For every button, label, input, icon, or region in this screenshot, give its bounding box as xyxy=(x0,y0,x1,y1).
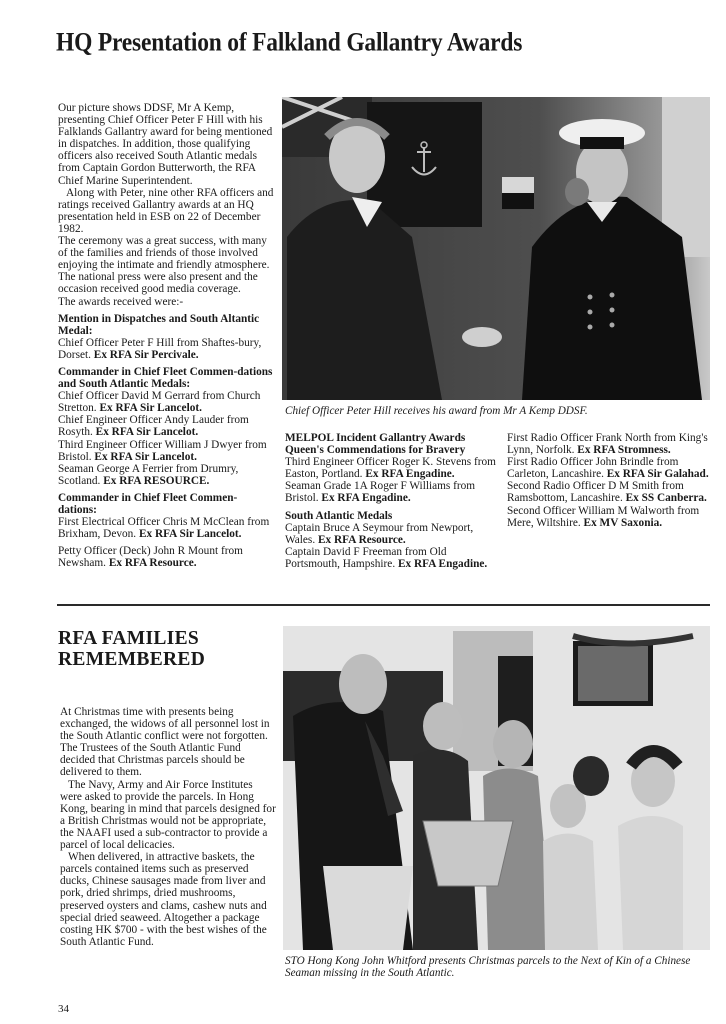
award-presentation-photo xyxy=(282,97,710,400)
intro-paragraph: Our picture shows DDSF, Mr A Kemp, presenting Chief Officer Peter F Hill with his Falklands Gallantry award for being mentioned in dispatches. In addition, those qualifying officers also received South Atlantic medals from Captain Gordon Butterworth, the RFA Chief Marine Superintendent. xyxy=(58,102,273,187)
article2-title xyxy=(58,628,205,670)
award-entry: First Radio Officer Frank North from King's Lynn, Norfolk. Ex RFA Stromness. xyxy=(507,432,708,457)
award-entry: Second Officer William M Walworth from Mere, Wiltshire. Ex MV Saxonia. xyxy=(507,504,700,529)
intro-paragraph: Along with Peter, nine other RFA officers and ratings received Gallantry awards at an HQ presentation held in ESB on 22 of December 1982. xyxy=(58,186,274,235)
article2-title-line: REMEMBERED xyxy=(58,649,206,670)
photo-caption xyxy=(285,955,726,979)
photo-caption-line: STO Hong Kong John Whitford presents Christmas parcels to the Next of Kin of a Chinese xyxy=(285,955,691,967)
award-entry: First Electrical Officer Chris M McClean from Brixham, Devon. Ex RFA Sir Lancelot. xyxy=(58,516,270,541)
body-paragraph: At Christmas time with presents being exchanged, the widows of all personnel lost in the South Atlantic conflict were not forgotten. The Trustees of the South Atlantic Fund decided that Christmas parcels should be delivered to them. xyxy=(60,706,270,779)
award-entry: Chief Officer Peter F Hill from Shaftes-bury, Dorset. Ex RFA Sir Percivale. xyxy=(58,336,262,361)
award-entry: Third Engineer Officer William J Dwyer from Bristol. Ex RFA Sir Lancelot. xyxy=(58,438,267,463)
section-divider xyxy=(57,604,710,606)
award-entry: Seaman George A Ferrier from Drumry, Scotland. Ex RFA RESOURCE. xyxy=(58,462,239,487)
body-paragraph: The Navy, Army and Air Force Institutes were asked to provide the parcels. In Hong Kong, bearing in mind that parcels designed for a British Christmas would not be appropriate, the NAAFI used a sub-contractor to provide a parcel of local delicacies. xyxy=(60,778,276,852)
award-entry: Captain Bruce A Seymour from Newport, Wales. Ex RFA Resource. xyxy=(285,521,474,546)
award-entry: Second Radio Officer D M Smith from Ramsbottom, Lancashire. Ex SS Canberra. xyxy=(507,480,707,505)
photo-caption: Chief Officer Peter Hill receives his award from Mr A Kemp DDSF. xyxy=(285,405,588,417)
award-heading: Commander in Chief Fleet Commen-dations: xyxy=(58,491,238,516)
award-heading: Mention in Dispatches and South Altantic Medal: xyxy=(58,312,260,337)
intro-paragraph: The ceremony was a great success, with many of the families and friends of those involved enjoying the intimate and friendly atmosphere. The national press were also present and the occasion received good media coverage. xyxy=(58,235,270,296)
photo-caption-line: Seaman missing in the South Atlantic. xyxy=(285,967,455,979)
article1-middle-column xyxy=(285,432,497,570)
article1-left-column xyxy=(58,102,276,569)
body-paragraph: When delivered, in attractive baskets, the parcels contained items such as preserved ducks, Chinese sausages made from liver and pork, dried shrimps, dried mushrooms, preserved oysters and clams, cashew nuts and special dried seaweed. Altogether a package costing HK $700 - with the best wishes of the South Atlantic Fund. xyxy=(60,851,267,948)
award-heading: Commander in Chief Fleet Commen-dations and South Atlantic Medals: xyxy=(58,365,273,391)
award-entry: Seaman Grade 1A Roger F Williams from Bristol. Ex RFA Engadine. xyxy=(285,480,476,505)
intro-paragraph: The awards received were:- xyxy=(58,295,184,308)
award-entry: First Radio Officer John Brindle from Carleton, Lancashire. Ex RFA Sir Galahad. xyxy=(507,456,709,481)
award-entry: Captain David F Freeman from Old Portsmouth, Hampshire. Ex RFA Engadine. xyxy=(285,545,488,570)
christmas-parcels-photo xyxy=(283,626,710,950)
article-title: HQ Presentation of Falkland Gallantry Awards xyxy=(56,28,523,58)
award-heading: MELPOL Incident Gallantry Awards Queen's Commendations for Bravery xyxy=(285,432,466,457)
page-number: 34 xyxy=(58,1003,69,1015)
award-entry: Chief Engineer Officer Andy Lauder from Rosyth. Ex RFA Sir Lancelot. xyxy=(58,414,249,439)
award-entry: Chief Officer David M Gerrard from Church Stretton. Ex RFA Sir Lancelot. xyxy=(58,390,261,415)
award-heading: South Atlantic Medals xyxy=(285,509,393,522)
article1-right-column xyxy=(507,432,719,529)
article2-title-line: RFA FAMILIES xyxy=(58,628,200,649)
award-entry: Petty Officer (Deck) John R Mount from Newsham. Ex RFA Resource. xyxy=(58,545,243,570)
article2-body xyxy=(60,706,276,948)
award-entry: Third Engineer Officer Roger K. Stevens from Easton, Portland. Ex RFA Engadine. xyxy=(285,456,496,481)
